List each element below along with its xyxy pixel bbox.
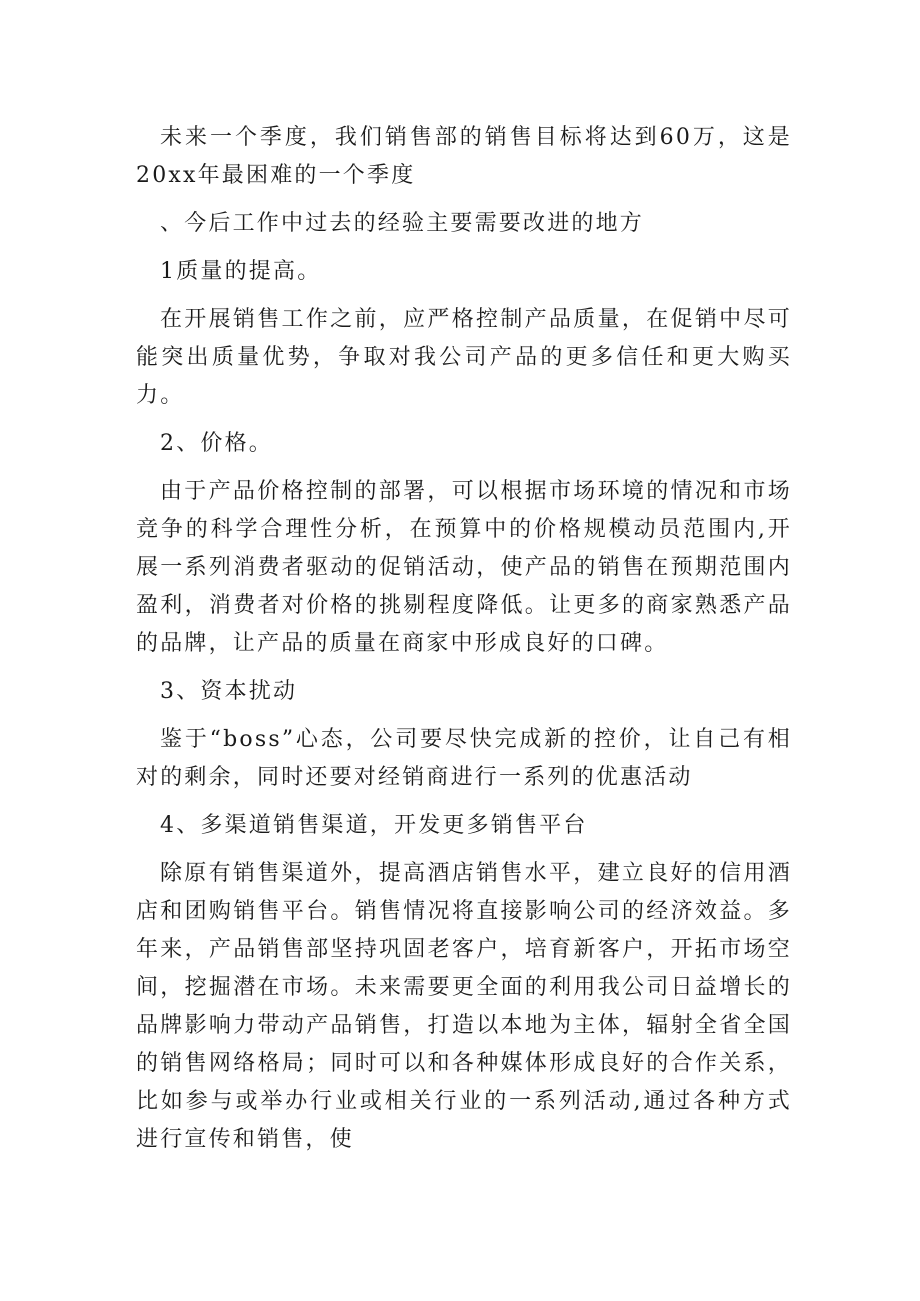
document-body: [136, 119, 792, 1169]
paragraph-price-heading: 2、价格。: [160, 431, 273, 456]
paragraph-price-body: 由于产品价格控制的部署，可以根据市场环境的情况和市场竞争的科学合理性分析，在预算中的价格规模动员范围内,开展一系列消费者驱动的促销活动，使产品的销售在预期范围内盈利，消费者对价格的挑剔程度降低。让更多的商家熟悉产品的品牌，让产品的质量在商家中形成良好的口碑。: [136, 479, 792, 656]
paragraph-quality-heading: 1质量的提高。: [160, 259, 322, 284]
paragraph-capital-heading: 3、资本扰动: [160, 679, 298, 704]
paragraph-channels-heading: 4、多渠道销售渠道，开发更多销售平台: [160, 813, 588, 838]
paragraph-quality-body: 在开展销售工作之前，应严格控制产品质量，在促销中尽可能突出质量优势，争取对我公司产品的更多信任和更大购买力。: [136, 307, 792, 408]
paragraph-sales-target: 未来一个季度，我们销售部的销售目标将达到60万，这是20xx年最困难的一个季度: [136, 125, 792, 188]
paragraph-channels-body: 除原有销售渠道外，提高酒店销售水平，建立良好的信用酒店和团购销售平台。销售情况将直接影响公司的经济效益。多年来，产品销售部坚持巩固老客户，培育新客户，开拓市场空间，挖掘潜在市场。未来需要更全面的利用我公司日益增长的品牌影响力带动产品销售，打造以本地为主体，辐射全省全国的销售网络格局；同时可以和各种媒体形成良好的合作关系，比如参与或举办行业或相关行业的一系列活动,通过各种方式进行宣传和销售，使: [136, 861, 792, 1152]
paragraph-capital-body: 鉴于“boss”心态，公司要尽快完成新的控价，让自己有相对的剩余，同时还要对经销商进行一系列的优惠活动: [136, 727, 792, 790]
paragraph-improvement-heading: 、今后工作中过去的经验主要需要改进的地方: [160, 211, 645, 236]
